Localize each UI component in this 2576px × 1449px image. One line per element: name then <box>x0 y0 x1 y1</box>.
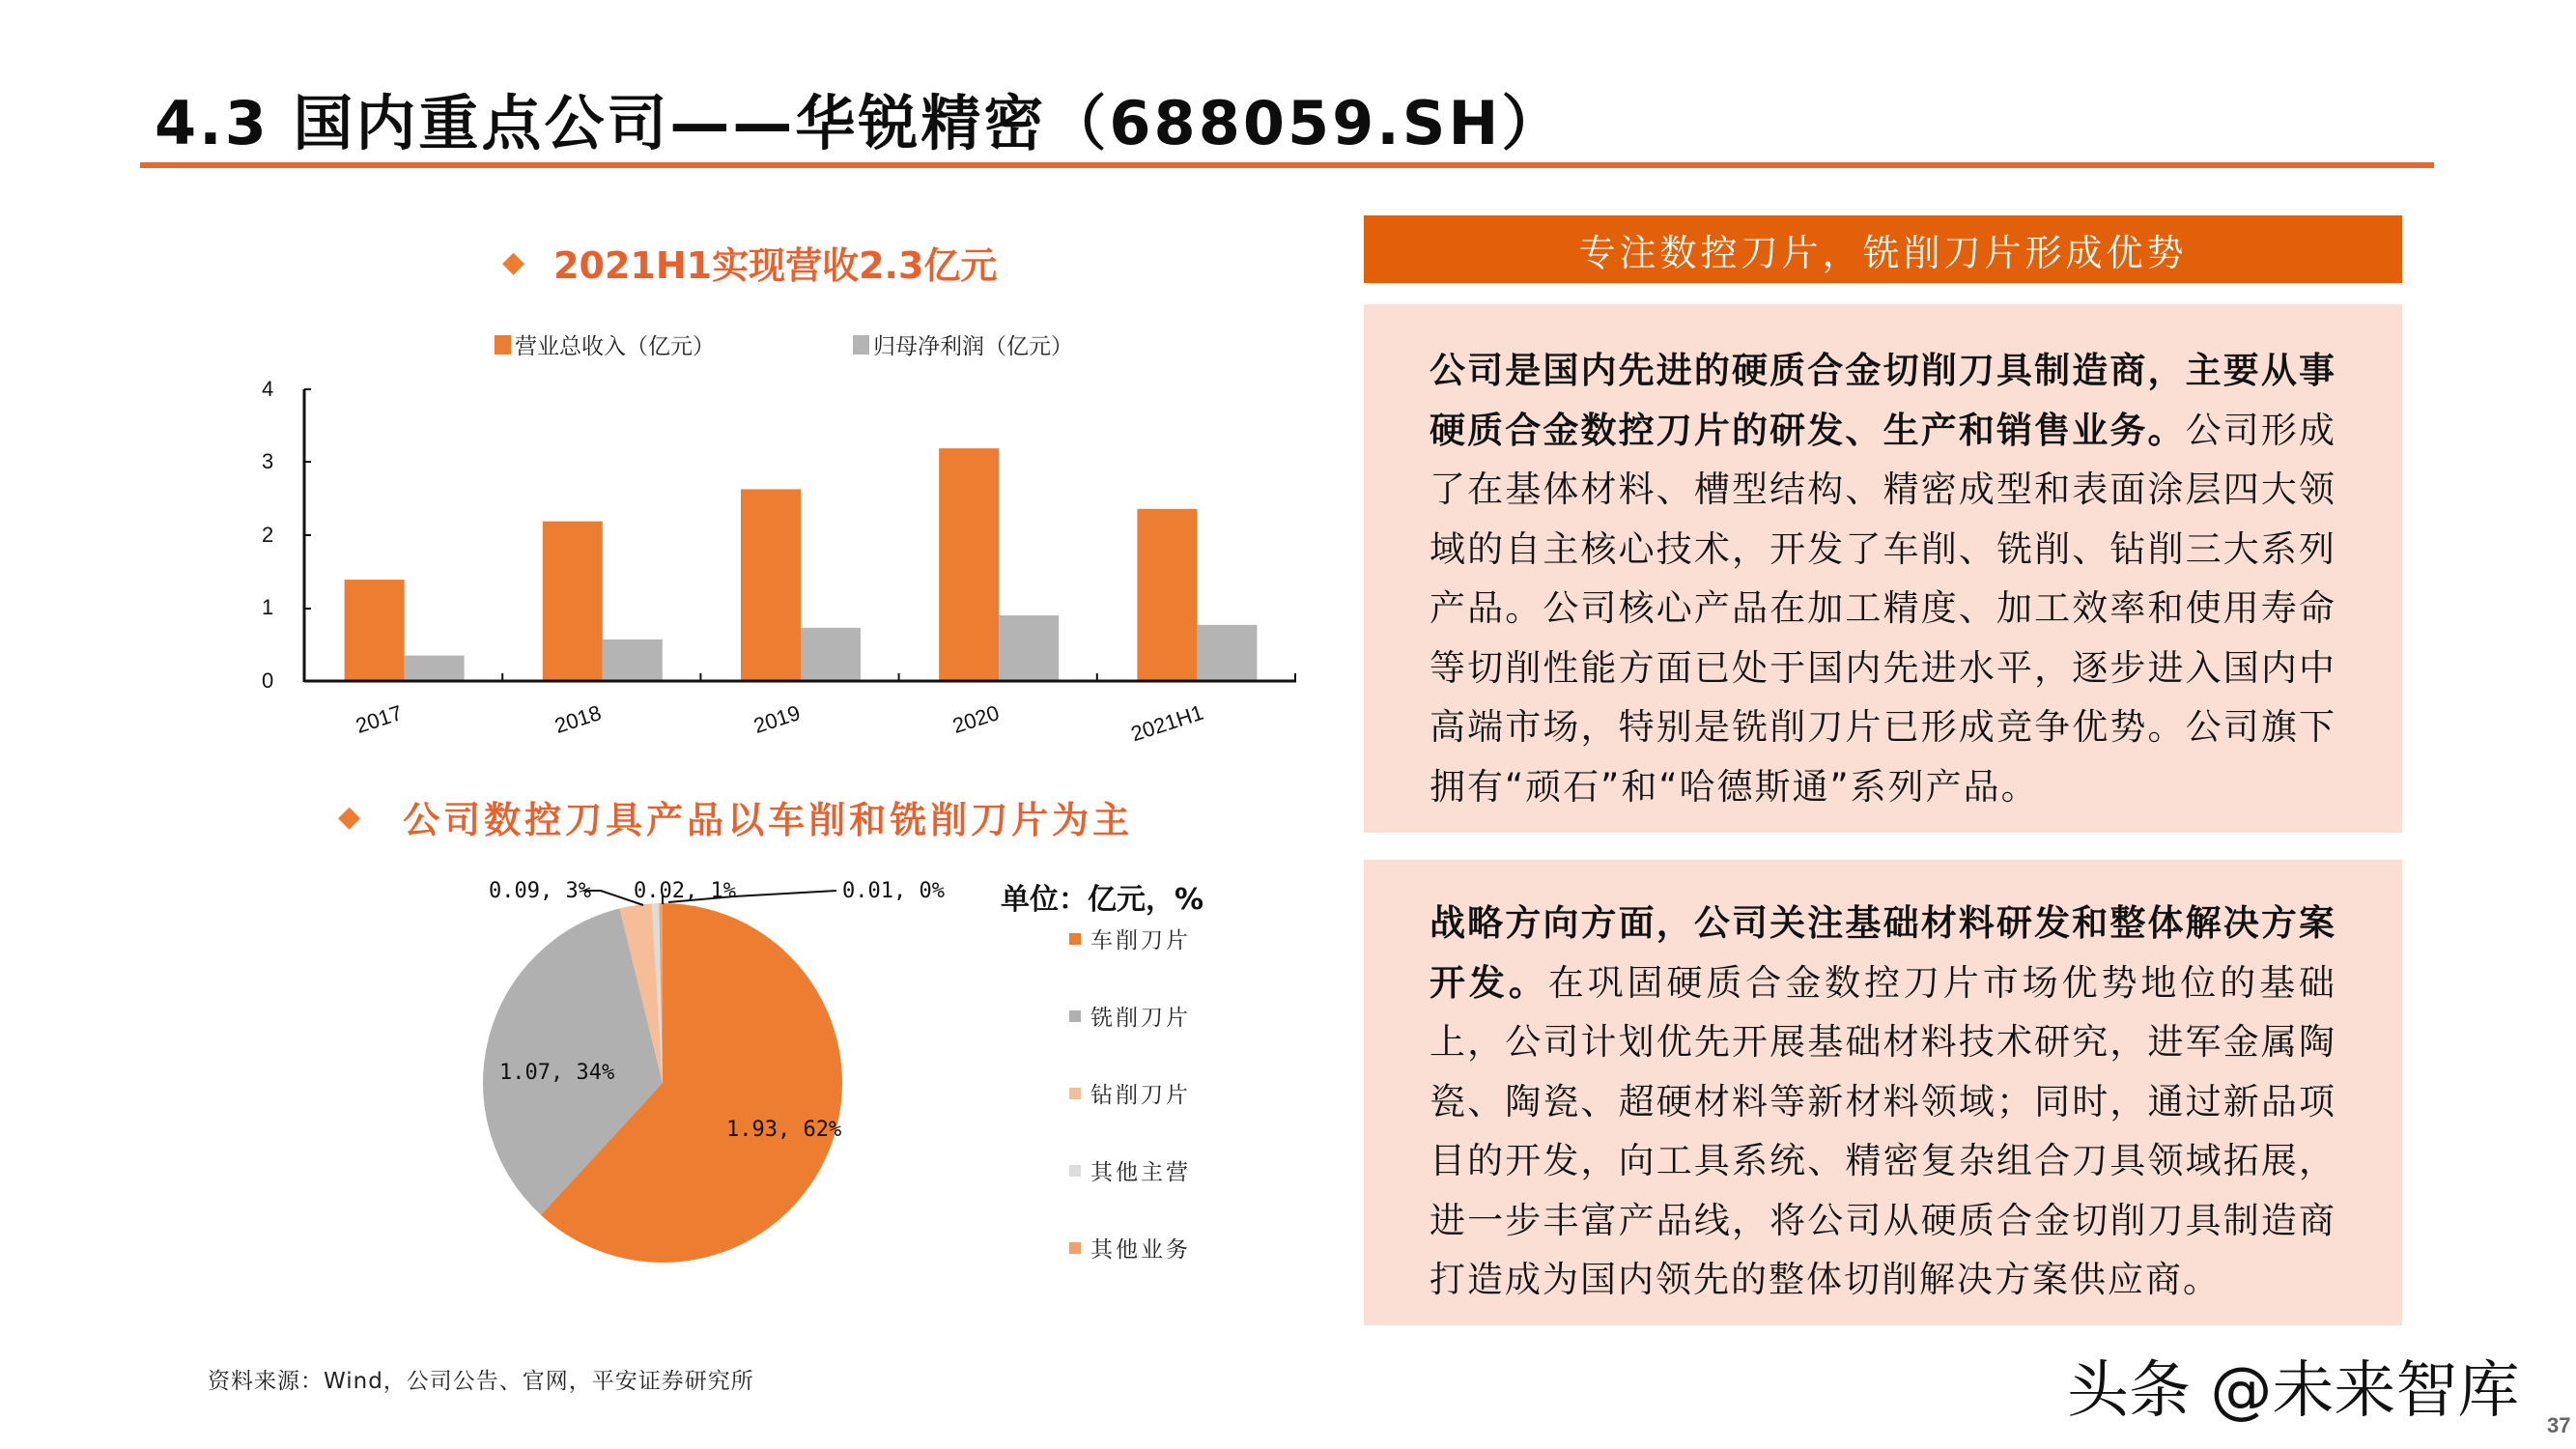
source-note: 资料来源：Wind，公司公告、官网，平安证券研究所 <box>208 1369 754 1394</box>
x-tick-label: 2018 <box>552 700 605 738</box>
legend-label: 其他业务 <box>1090 1237 1191 1263</box>
legend-label: 钻削刀片 <box>1090 1083 1191 1108</box>
x-tick-label: 2019 <box>750 700 804 738</box>
panel-header: 专注数控刀片，铣削刀片形成优势 <box>1364 215 2402 283</box>
legend-swatch <box>1069 1165 1081 1177</box>
pie-chart-heading-text: 公司数控刀具产品以车削和铣削刀片为主 <box>403 799 1134 841</box>
legend-label-revenue: 营业总收入（亿元） <box>515 334 715 359</box>
pie-label-milling: 1.07, 34% <box>499 1061 615 1085</box>
legend-swatch <box>1069 1242 1081 1254</box>
diamond-icon: ◆ <box>338 800 365 834</box>
legend-label: 铣削刀片 <box>1090 1006 1191 1031</box>
y-tick-label: 2 <box>262 523 274 547</box>
unit-label: 单位：亿元，% <box>1001 883 1204 917</box>
x-tick-label: 2017 <box>353 700 406 738</box>
pie-chart <box>0 0 1352 1352</box>
page-number: 37 <box>2547 1413 2571 1437</box>
pie-label-other-main: 0.02, 1% <box>634 879 736 903</box>
strategy-box <box>1364 860 2402 1325</box>
y-tick-label: 4 <box>262 377 274 401</box>
diamond-icon: ◆ <box>502 245 525 279</box>
bar-chart-heading-text: 2021H1实现营收2.3亿元 <box>553 244 998 287</box>
overview-bold-text: 公司是国内先进的硬质合金切削刀具制造商，主要从事硬质合金数控刀片的研发、生产和销售业务。 <box>1430 350 2336 451</box>
company-overview-text <box>1430 341 2336 816</box>
legend-label: 车削刀片 <box>1090 928 1191 953</box>
y-tick-label: 1 <box>262 595 274 619</box>
legend-label: 其他主营 <box>1090 1160 1191 1185</box>
x-tick-label: 2021H1 <box>1127 699 1206 747</box>
company-overview-box <box>1364 304 2402 833</box>
pie-legend-drilling <box>1069 1077 1191 1109</box>
pie-legend-turning <box>1069 923 1191 954</box>
pie-legend-other-business <box>1069 1232 1191 1264</box>
watermark: 头条 @未来智库 <box>2067 1355 2520 1427</box>
legend-swatch <box>1069 1010 1081 1022</box>
pie-legend-milling <box>1069 1000 1191 1032</box>
pie-legend-other-main <box>1069 1154 1191 1186</box>
legend-label-profit: 归母净利润（亿元） <box>873 334 1073 359</box>
strategy-text <box>1430 894 2336 1310</box>
strategy-body-text: 在巩固硬质合金数控刀片市场优势地位的基础上，公司计划优先开展基础材料技术研究，进军金属陶瓷、陶瓷、超硬材料等新材料领域；同时，通过新品项目的开发，向工具系统、精密复杂组合刀具领域拓展，进一步丰富产品线，将公司从硬质合金切削刀具制造商打造成为国内领先的整体切削解决方案供应商。 <box>1430 961 2337 1300</box>
legend-swatch <box>1069 933 1081 945</box>
y-tick-label: 0 <box>262 668 274 693</box>
strategy-bold-text: 战略方向方面，公司关注基础材料研发和整体解决方案开发。 <box>1430 902 2336 1004</box>
y-tick-label: 3 <box>262 449 274 473</box>
page-title: 4.3 国内重点公司——华锐精密（688059.SH） <box>155 88 1565 158</box>
x-tick-label: 2020 <box>949 700 1003 738</box>
pie-label-turning: 1.93, 62% <box>726 1118 842 1142</box>
pie-label-other-business: 0.01, 0% <box>842 879 945 903</box>
pie-label-drilling: 0.09, 3% <box>489 879 591 903</box>
legend-swatch <box>1069 1088 1081 1099</box>
overview-body-text: 公司形成了在基体材料、槽型结构、精密成型和表面涂层四大领域的自主核心技术，开发了车削、铣削、钻削三大系列产品。公司核心产品在加工精度、加工效率和使用寿命等切削性能方面已处于国内先进水平，逐步进入国内中高端市场，特别是铣削刀片已形成竞争优势。公司旗下拥有“顽石”和“哈德斯通”系列产品。 <box>1430 409 2337 808</box>
